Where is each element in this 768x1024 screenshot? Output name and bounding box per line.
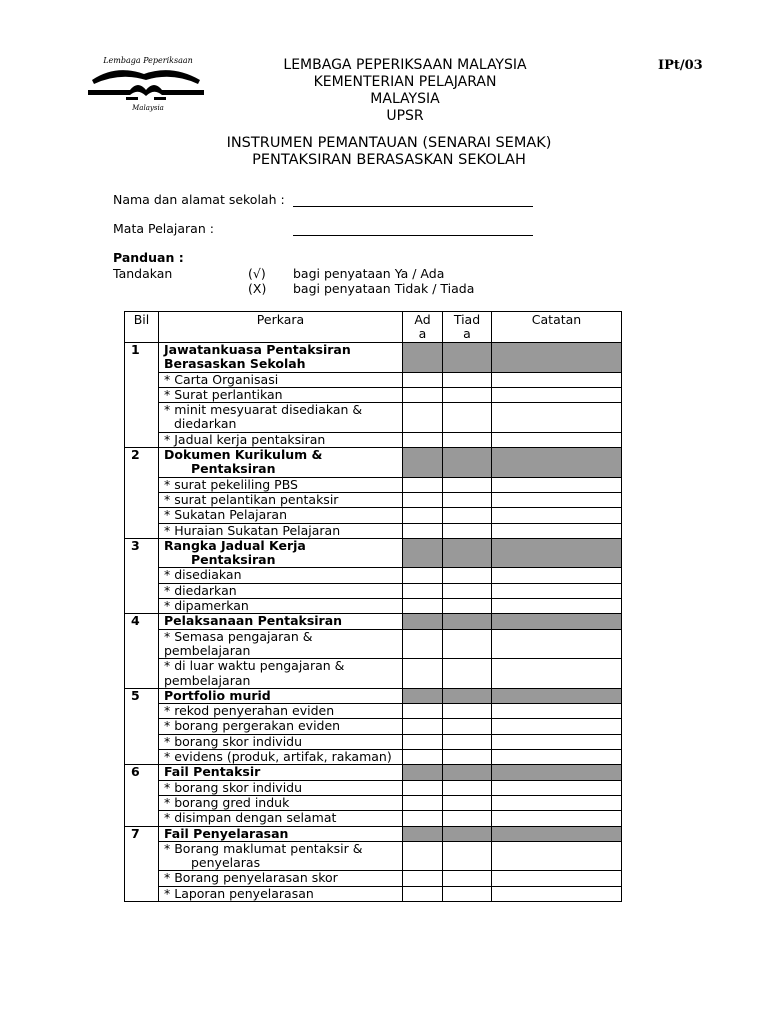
section-tiada-cell	[443, 343, 492, 373]
lembaga-peperiksaan-logo	[86, 50, 206, 116]
catatan-input-cell[interactable]	[492, 568, 622, 583]
tiada-checkbox-cell[interactable]	[443, 477, 492, 492]
section-tiada-cell	[443, 448, 492, 478]
document-code: IPt/03	[658, 58, 703, 73]
guide-yes-text: bagi penyataan Ya / Ada	[293, 266, 445, 281]
section-row	[125, 538, 622, 568]
checklist-item-row	[125, 795, 622, 810]
ada-checkbox-cell[interactable]	[403, 629, 443, 659]
section-title-line-2: Berasaskan Sekolah	[164, 356, 306, 372]
checklist-table	[124, 311, 622, 902]
ada-checkbox-cell[interactable]	[403, 704, 443, 719]
checklist-item-text	[159, 750, 403, 765]
section-ada-cell	[403, 448, 443, 478]
tiada-checkbox-cell[interactable]	[443, 719, 492, 734]
section-title-line-1: Jawatankuasa Pentaksiran	[164, 342, 351, 357]
school-name-label: Nama dan alamat sekolah :	[113, 192, 285, 207]
catatan-input-cell[interactable]	[492, 492, 622, 507]
tiada-checkbox-cell[interactable]	[443, 704, 492, 719]
catatan-input-cell[interactable]	[492, 477, 622, 492]
section-ada-cell	[403, 688, 443, 703]
tiada-checkbox-cell[interactable]	[443, 523, 492, 538]
catatan-input-cell[interactable]	[492, 886, 622, 901]
catatan-input-cell[interactable]	[492, 795, 622, 810]
tiada-checkbox-cell[interactable]	[443, 811, 492, 826]
checklist-item-row	[125, 841, 622, 871]
item-text-line-1: * Borang maklumat pentaksir &	[164, 840, 363, 856]
checklist-item-row	[125, 734, 622, 749]
checklist-item-row	[125, 508, 622, 523]
section-title	[159, 614, 403, 629]
catatan-input-cell[interactable]	[492, 719, 622, 734]
ada-checkbox-cell[interactable]	[403, 871, 443, 886]
section-number: 6	[125, 765, 159, 826]
section-catatan-cell	[492, 538, 622, 568]
tiada-checkbox-cell[interactable]	[443, 629, 492, 659]
checklist-item-row	[125, 387, 622, 402]
tiada-checkbox-cell[interactable]	[443, 568, 492, 583]
subject-label: Mata Pelajaran :	[113, 221, 214, 236]
section-catatan-cell	[492, 448, 622, 478]
checklist-item-row	[125, 871, 622, 886]
section-number: 4	[125, 614, 159, 688]
col-bil-header: Bil	[125, 312, 159, 343]
guide-mark-label: Tandakan	[113, 266, 173, 281]
catatan-input-cell[interactable]	[492, 387, 622, 402]
document-header	[200, 57, 610, 125]
ada-checkbox-cell[interactable]	[403, 508, 443, 523]
guide-no-symbol: (X)	[248, 281, 267, 296]
checklist-item-text	[159, 568, 403, 583]
section-title	[159, 688, 403, 703]
header-line-4: UPSR	[386, 108, 424, 124]
checklist-item-row	[125, 659, 622, 689]
checklist-item-text	[159, 477, 403, 492]
checklist-item-row	[125, 568, 622, 583]
section-number: 3	[125, 538, 159, 613]
item-text-line-1: * Jadual kerja pentaksiran	[164, 431, 326, 447]
item-text-line-1: * diedarkan	[164, 582, 237, 598]
tiada-checkbox-cell[interactable]	[443, 841, 492, 871]
section-title-line-2: Pentaksiran	[191, 461, 276, 477]
section-ada-cell	[403, 765, 443, 780]
section-number: 1	[125, 343, 159, 448]
ada-checkbox-cell[interactable]	[403, 599, 443, 614]
item-text-line-1: * borang skor individu	[164, 779, 303, 795]
section-tiada-cell	[443, 688, 492, 703]
checklist-item-text	[159, 372, 403, 387]
item-text-line-1: * Laporan penyelarasan	[164, 885, 314, 901]
checklist-item-row	[125, 432, 622, 447]
checklist-item-row	[125, 477, 622, 492]
checklist-item-row	[125, 780, 622, 795]
tiada-checkbox-cell[interactable]	[443, 583, 492, 598]
tiada-checkbox-cell[interactable]	[443, 886, 492, 901]
section-title-line-1: Fail Penyelarasan	[164, 825, 289, 841]
catatan-input-cell[interactable]	[492, 704, 622, 719]
checklist-item-row	[125, 599, 622, 614]
catatan-input-cell[interactable]	[492, 372, 622, 387]
ada-checkbox-cell[interactable]	[403, 886, 443, 901]
document-title	[100, 135, 678, 169]
checklist-item-row	[125, 886, 622, 901]
section-ada-cell	[403, 826, 443, 841]
catatan-input-cell[interactable]	[492, 432, 622, 447]
section-title	[159, 826, 403, 841]
checklist-item-text	[159, 795, 403, 810]
checklist-item-row	[125, 629, 622, 659]
col-ada-header: Ad a	[403, 312, 443, 343]
section-title-line-1: Dokumen Kurikulum &	[164, 447, 323, 463]
guide-yes-symbol: (√)	[248, 266, 266, 281]
tiada-checkbox-cell[interactable]	[443, 387, 492, 402]
section-title-line-1: Pelaksanaan Pentaksiran	[164, 613, 343, 629]
ada-checkbox-cell[interactable]	[403, 750, 443, 765]
catatan-input-cell[interactable]	[492, 871, 622, 886]
item-text-line-2: diedarkan	[174, 416, 237, 432]
checklist-item-row	[125, 523, 622, 538]
guide-heading: Panduan :	[113, 250, 184, 265]
item-text-line-1: * rekod penyerahan eviden	[164, 703, 335, 719]
item-text-line-1: * borang skor individu	[164, 733, 303, 749]
section-row	[125, 448, 622, 478]
school-name-field[interactable]	[293, 206, 533, 207]
item-text-line-2: pembelajaran	[164, 642, 251, 658]
item-text-line-1: * borang gred induk	[164, 794, 290, 810]
tiada-checkbox-cell[interactable]	[443, 871, 492, 886]
checklist-item-row	[125, 403, 622, 433]
catatan-input-cell[interactable]	[492, 583, 622, 598]
section-row	[125, 688, 622, 703]
tiada-checkbox-cell[interactable]	[443, 795, 492, 810]
item-text-line-2: pembelajaran	[164, 672, 251, 688]
tiada-checkbox-cell[interactable]	[443, 780, 492, 795]
checklist-item-text	[159, 508, 403, 523]
ada-checkbox-cell[interactable]	[403, 387, 443, 402]
title-line-1: INSTRUMEN PEMANTAUAN (SENARAI SEMAK)	[226, 135, 552, 151]
section-title-line-2: Pentaksiran	[191, 552, 276, 568]
logo-text-bottom: Malaysia	[132, 104, 164, 112]
catatan-input-cell[interactable]	[492, 841, 622, 871]
ada-checkbox-cell[interactable]	[403, 811, 443, 826]
ada-checkbox-cell[interactable]	[403, 372, 443, 387]
ada-checkbox-cell[interactable]	[403, 568, 443, 583]
section-catatan-cell	[492, 826, 622, 841]
section-row	[125, 826, 622, 841]
ada-checkbox-cell[interactable]	[403, 780, 443, 795]
ada-checkbox-cell[interactable]	[403, 432, 443, 447]
section-title-line-1: Fail Pentaksir	[164, 764, 261, 780]
ada-checkbox-cell[interactable]	[403, 403, 443, 433]
checklist-item-text	[159, 734, 403, 749]
checklist-item-text	[159, 492, 403, 507]
section-title	[159, 448, 403, 478]
section-ada-cell	[403, 343, 443, 373]
guide-no-text: bagi penyataan Tidak / Tiada	[293, 281, 475, 296]
checklist-item-row	[125, 492, 622, 507]
checklist-item-row	[125, 372, 622, 387]
catatan-input-cell[interactable]	[492, 523, 622, 538]
logo-text-top: Lembaga Peperiksaan	[103, 56, 193, 65]
tiada-checkbox-cell[interactable]	[443, 750, 492, 765]
checklist-item-text	[159, 523, 403, 538]
tiada-checkbox-cell[interactable]	[443, 734, 492, 749]
header-line-3: MALAYSIA	[370, 91, 440, 107]
item-text-line-1: * disimpan dengan selamat	[164, 810, 337, 826]
item-text-line-1: * Sukatan Pelajaran	[164, 507, 287, 523]
table-header-row	[125, 312, 622, 343]
ada-checkbox-cell[interactable]	[403, 583, 443, 598]
tiada-checkbox-cell[interactable]	[443, 432, 492, 447]
item-text-line-1: * dipamerkan	[164, 598, 249, 614]
section-number: 5	[125, 688, 159, 764]
tiada-checkbox-cell[interactable]	[443, 659, 492, 689]
header-line-2: KEMENTERIAN PELAJARAN	[313, 74, 497, 90]
item-text-line-1: * Surat perlantikan	[164, 386, 283, 402]
item-text-line-1: * surat pekeliling PBS	[164, 476, 298, 492]
section-title-line-1: Portfolio murid	[164, 687, 271, 703]
checklist-item-text	[159, 583, 403, 598]
tiada-checkbox-cell[interactable]	[443, 372, 492, 387]
section-catatan-cell	[492, 765, 622, 780]
section-ada-cell	[403, 614, 443, 629]
section-catatan-cell	[492, 343, 622, 373]
section-row	[125, 765, 622, 780]
item-text-line-1: * borang pergerakan eviden	[164, 718, 341, 734]
checklist-item-row	[125, 719, 622, 734]
catatan-input-cell[interactable]	[492, 750, 622, 765]
checklist-item-text	[159, 704, 403, 719]
checklist-item-row	[125, 704, 622, 719]
section-title	[159, 765, 403, 780]
section-tiada-cell	[443, 538, 492, 568]
checklist-item-text	[159, 811, 403, 826]
title-line-2: PENTAKSIRAN BERASASKAN SEKOLAH	[252, 152, 526, 168]
checklist-body	[125, 343, 622, 902]
checklist-item-text	[159, 841, 403, 871]
catatan-input-cell[interactable]	[492, 734, 622, 749]
subject-field[interactable]	[293, 235, 533, 236]
catatan-input-cell[interactable]	[492, 629, 622, 659]
ada-checkbox-cell[interactable]	[403, 734, 443, 749]
col-perkara-header: Perkara	[159, 312, 403, 343]
checklist-item-text	[159, 871, 403, 886]
checklist-item-text	[159, 659, 403, 689]
col-tiada-header: Tiad a	[443, 312, 492, 343]
section-catatan-cell	[492, 688, 622, 703]
item-text-line-1: * disediakan	[164, 567, 242, 583]
header-line-1: LEMBAGA PEPERIKSAAN MALAYSIA	[283, 57, 527, 73]
checklist-item-text	[159, 432, 403, 447]
checklist-item-text	[159, 629, 403, 659]
item-text-line-1: * Semasa pengajaran &	[164, 628, 313, 644]
col-catatan-header: Catatan	[492, 312, 622, 343]
checklist-item-text	[159, 780, 403, 795]
catatan-input-cell[interactable]	[492, 811, 622, 826]
checklist-item-text	[159, 403, 403, 433]
section-row	[125, 343, 622, 373]
section-catatan-cell	[492, 614, 622, 629]
section-number: 7	[125, 826, 159, 901]
checklist-item-row	[125, 750, 622, 765]
catatan-input-cell[interactable]	[492, 508, 622, 523]
section-title	[159, 343, 403, 373]
ada-checkbox-cell[interactable]	[403, 492, 443, 507]
section-row	[125, 614, 622, 629]
catatan-input-cell[interactable]	[492, 780, 622, 795]
item-text-line-1: * Huraian Sukatan Pelajaran	[164, 522, 341, 538]
tiada-checkbox-cell[interactable]	[443, 599, 492, 614]
section-number: 2	[125, 448, 159, 539]
item-text-line-1: * Carta Organisasi	[164, 371, 279, 387]
checklist-item-text	[159, 387, 403, 402]
checklist-item-row	[125, 811, 622, 826]
ada-checkbox-cell[interactable]	[403, 719, 443, 734]
checklist-item-row	[125, 583, 622, 598]
catatan-input-cell[interactable]	[492, 403, 622, 433]
item-text-line-2: penyelaras	[191, 855, 261, 871]
catatan-input-cell[interactable]	[492, 659, 622, 689]
catatan-input-cell[interactable]	[492, 599, 622, 614]
checklist-item-text	[159, 599, 403, 614]
checklist-item-text	[159, 886, 403, 901]
ada-checkbox-cell[interactable]	[403, 841, 443, 871]
item-text-line-1: * minit mesyuarat disediakan &	[164, 402, 363, 418]
tiada-checkbox-cell[interactable]	[443, 403, 492, 433]
item-text-line-1: * evidens (produk, artifak, rakaman)	[164, 749, 392, 765]
checklist-item-text	[159, 719, 403, 734]
item-text-line-1: * surat pelantikan pentaksir	[164, 491, 339, 507]
ada-checkbox-cell[interactable]	[403, 523, 443, 538]
section-ada-cell	[403, 538, 443, 568]
section-title	[159, 538, 403, 568]
tiada-checkbox-cell[interactable]	[443, 508, 492, 523]
ada-checkbox-cell[interactable]	[403, 477, 443, 492]
section-tiada-cell	[443, 765, 492, 780]
item-text-line-1: * Borang penyelarasan skor	[164, 870, 338, 886]
section-title-line-1: Rangka Jadual Kerja	[164, 537, 306, 553]
tiada-checkbox-cell[interactable]	[443, 492, 492, 507]
section-tiada-cell	[443, 826, 492, 841]
section-tiada-cell	[443, 614, 492, 629]
item-text-line-1: * di luar waktu pengajaran &	[164, 658, 345, 674]
ada-checkbox-cell[interactable]	[403, 659, 443, 689]
ada-checkbox-cell[interactable]	[403, 795, 443, 810]
